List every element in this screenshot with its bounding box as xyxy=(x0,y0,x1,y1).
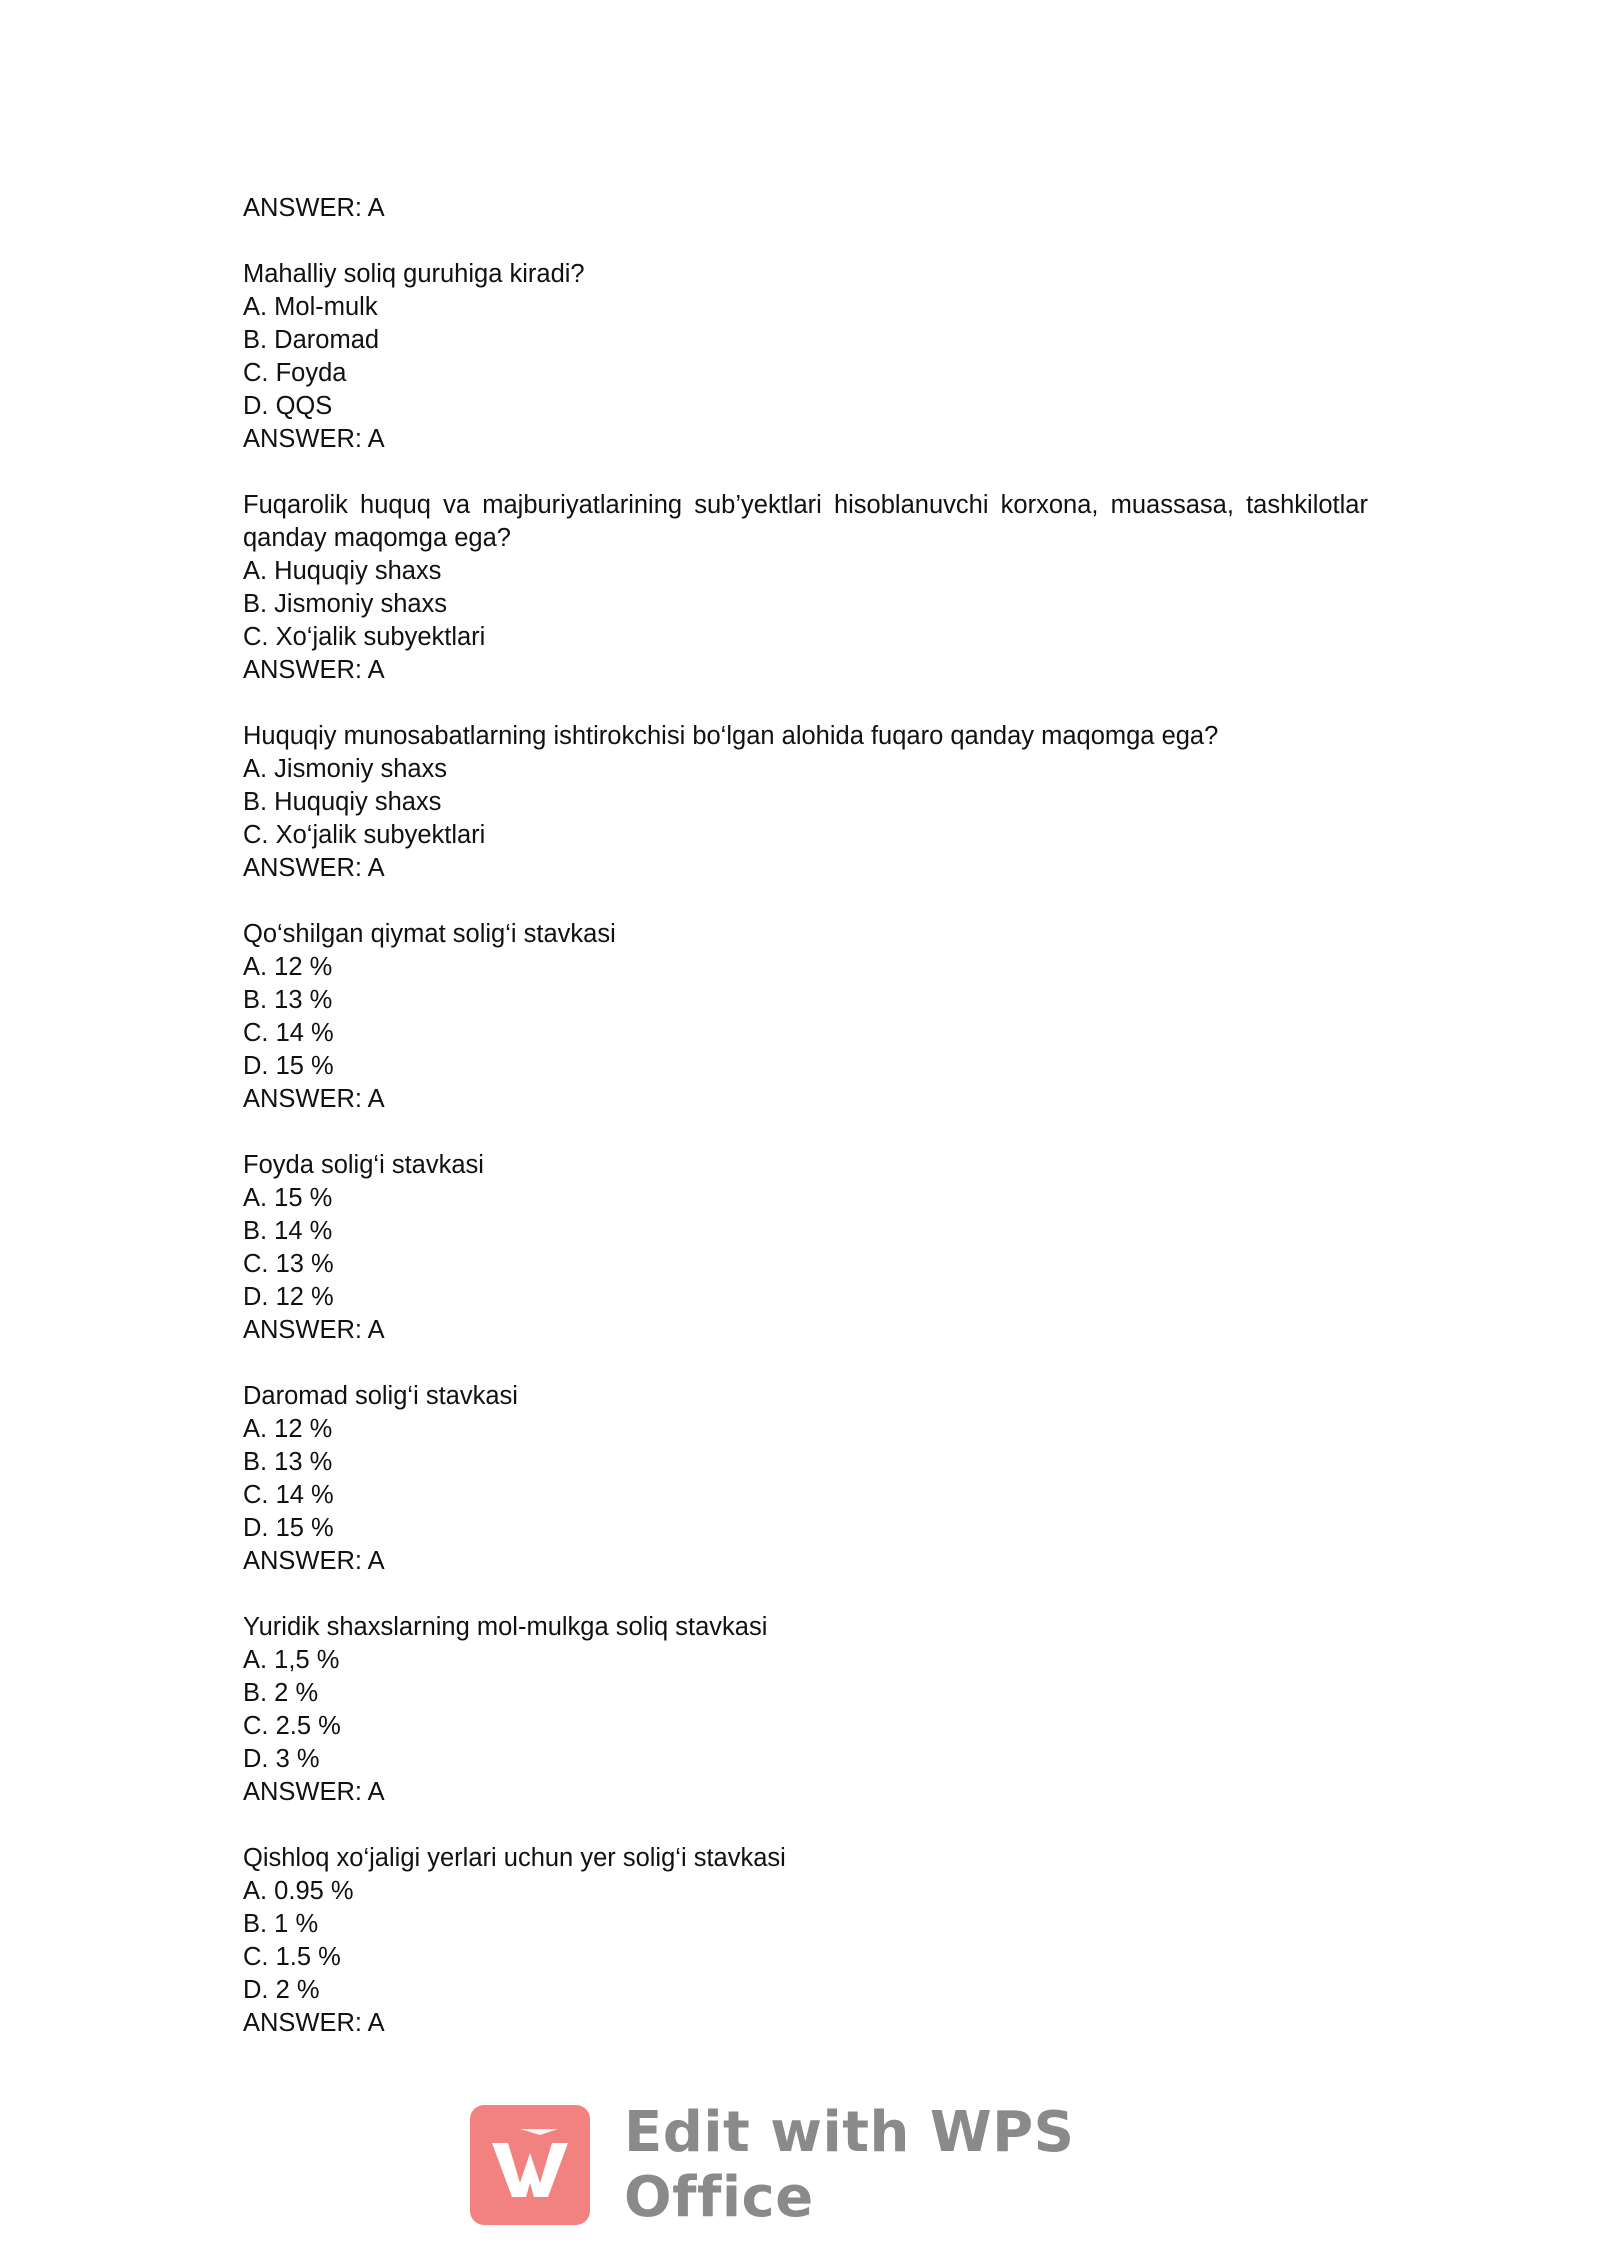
question-text: Mahalliy soliq guruhiga kiradi? xyxy=(243,260,585,288)
option-a: A. Huquqiy shaxs xyxy=(243,557,442,585)
option-c: C. 1.5 % xyxy=(243,1943,341,1971)
option-d: D. 12 % xyxy=(243,1283,334,1311)
question-text: Daromad solig‘i stavkasi xyxy=(243,1382,518,1410)
answer-line: ANSWER: A xyxy=(243,854,385,882)
option-d: D. QQS xyxy=(243,392,333,420)
option-c: C. Xo‘jalik subyektlari xyxy=(243,821,486,849)
option-a: A. 12 % xyxy=(243,953,333,981)
option-c: C. 14 % xyxy=(243,1481,334,1509)
option-a: A. Mol-mulk xyxy=(243,293,378,321)
spacer xyxy=(243,1347,1368,1380)
spacer xyxy=(243,687,1368,720)
option-b: B. 13 % xyxy=(243,986,333,1014)
question-text: Qo‘shilgan qiymat solig‘i stavkasi xyxy=(243,920,616,948)
option-c: C. Foyda xyxy=(243,359,347,387)
option-c: C. 2.5 % xyxy=(243,1712,341,1740)
option-a: A. 12 % xyxy=(243,1415,333,1443)
option-b: B. 14 % xyxy=(243,1217,333,1245)
document-body xyxy=(243,192,1368,2040)
answer-line: ANSWER: A xyxy=(243,656,385,684)
answer-line: ANSWER: A xyxy=(243,425,385,453)
spacer xyxy=(243,1116,1368,1149)
option-a: A. 15 % xyxy=(243,1184,333,1212)
answer-line: ANSWER: A xyxy=(243,2009,385,2037)
answer-line: ANSWER: A xyxy=(243,1547,385,1575)
spacer xyxy=(243,225,1368,258)
answer-line: ANSWER: A xyxy=(243,1085,385,1113)
option-b: B. 1 % xyxy=(243,1910,319,1938)
option-a: A. 0.95 % xyxy=(243,1877,354,1905)
wps-watermark[interactable] xyxy=(470,2100,1190,2230)
option-b: B. Jismoniy shaxs xyxy=(243,590,448,618)
spacer xyxy=(243,1809,1368,1842)
spacer xyxy=(243,1578,1368,1611)
option-d: D. 15 % xyxy=(243,1052,334,1080)
answer-line: ANSWER: A xyxy=(243,194,385,222)
option-c: C. Xo‘jalik subyektlari xyxy=(243,623,486,651)
question-text: Huquqiy munosabatlarning ishtirokchisi bo‘lgan alohida fuqaro qanday maqomga ega? xyxy=(243,722,1219,750)
watermark-text: Edit with WPS Office xyxy=(624,2100,1075,2230)
option-d: D. 3 % xyxy=(243,1745,320,1773)
option-c: C. 13 % xyxy=(243,1250,334,1278)
option-d: D. 2 % xyxy=(243,1976,320,2004)
question-text: Fuqarolik huquq va majburiyatlarining sub’yektlari hisoblanuvchi korxona, muassasa, tashkilotlar qanday maqomga ega? xyxy=(243,491,1368,552)
option-b: B. Huquqiy shaxs xyxy=(243,788,442,816)
option-a: A. 1,5 % xyxy=(243,1646,340,1674)
answer-line: ANSWER: A xyxy=(243,1778,385,1806)
question-text: Qishloq xo‘jaligi yerlari uchun yer solig‘i stavkasi xyxy=(243,1844,786,1872)
question-text: Yuridik shaxslarning mol-mulkga soliq stavkasi xyxy=(243,1613,768,1641)
option-b: B. Daromad xyxy=(243,326,380,354)
answer-line: ANSWER: A xyxy=(243,1316,385,1344)
option-d: D. 15 % xyxy=(243,1514,334,1542)
option-b: B. 2 % xyxy=(243,1679,319,1707)
spacer xyxy=(243,456,1368,489)
spacer xyxy=(243,885,1368,918)
wps-logo-icon xyxy=(470,2105,590,2225)
option-c: C. 14 % xyxy=(243,1019,334,1047)
option-a: A. Jismoniy shaxs xyxy=(243,755,448,783)
question-text: Foyda solig‘i stavkasi xyxy=(243,1151,484,1179)
option-b: B. 13 % xyxy=(243,1448,333,1476)
